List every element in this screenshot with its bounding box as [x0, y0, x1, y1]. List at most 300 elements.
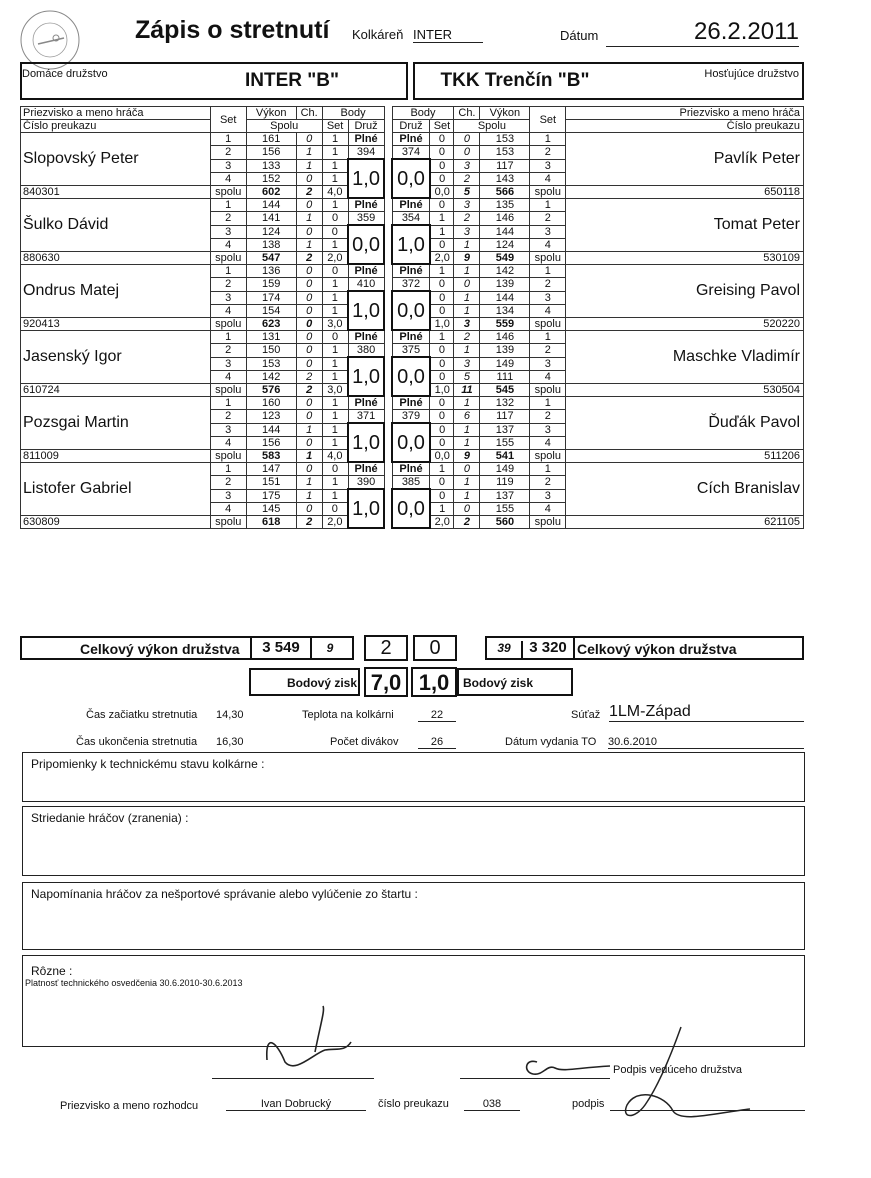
away-set-number: 4 [530, 172, 566, 185]
home-set-number: 1 [210, 462, 246, 476]
away-set-misses: 0 [454, 146, 480, 160]
away-plne-value: 374 [392, 146, 430, 160]
away-set-number: 2 [530, 344, 566, 358]
home-spolu-label: spolu [210, 251, 246, 264]
away-plne-value: 385 [392, 476, 430, 490]
home-plne-value: 390 [348, 476, 384, 490]
away-set-point: 0 [430, 489, 454, 502]
home-set-points-total: 2,0 [322, 251, 348, 264]
away-match-point: 0,0 [392, 159, 430, 198]
home-set-point: 1 [322, 344, 348, 358]
col-player-away: Priezvisko a meno hráča [566, 107, 804, 120]
home-set-point: 0 [322, 225, 348, 238]
home-set-score: 153 [246, 357, 296, 370]
col-druz-home: Druž [348, 120, 384, 133]
away-set-point: 1 [430, 264, 454, 278]
away-plne-label: Plné [392, 330, 430, 344]
home-set-misses: 0 [296, 304, 322, 317]
home-set-number: 2 [210, 146, 246, 160]
away-total-box [485, 636, 804, 660]
set-row [21, 462, 804, 476]
away-set-point: 1 [430, 225, 454, 238]
home-plne-label: Plné [348, 396, 384, 410]
away-set-number: 4 [530, 502, 566, 515]
col-druz-away: Druž [392, 120, 430, 133]
away-bodovy-label: Bodový zisk [463, 676, 534, 690]
home-bodovy-box [249, 668, 360, 696]
away-match-point: 1,0 [392, 225, 430, 264]
venue-label: Kolkáreň [352, 27, 404, 42]
away-match-point: 0,0 [392, 489, 430, 528]
home-set-misses: 0 [296, 410, 322, 424]
home-plne-label: Plné [348, 462, 384, 476]
home-total-score: 576 [246, 383, 296, 396]
home-set-misses: 0 [296, 502, 322, 515]
away-spolu-label: spolu [530, 185, 566, 198]
viewers-label: Počet divákov [330, 736, 399, 748]
home-set-misses: 0 [296, 172, 322, 185]
home-set-point: 1 [322, 278, 348, 292]
away-set-misses: 1 [454, 423, 480, 436]
away-total-label: Celkový výkon družstva [577, 641, 737, 657]
away-spolu-label: spolu [530, 251, 566, 264]
home-set-point: 1 [322, 396, 348, 410]
away-set-point: 1 [430, 462, 454, 476]
substitutions-label: Striedanie hráčov (zranenia) : [31, 811, 189, 825]
home-set-point: 0 [322, 462, 348, 476]
away-player-name: Greising Pavol [566, 264, 804, 317]
home-plne-value: 371 [348, 410, 384, 424]
home-set-score: 131 [246, 330, 296, 344]
away-set-score: 119 [480, 476, 530, 490]
home-set-point: 1 [322, 159, 348, 172]
home-team-name: INTER "B" [244, 70, 340, 91]
date-label: Dátum [560, 28, 599, 43]
away-set-score: 149 [480, 462, 530, 476]
home-total-box [20, 636, 354, 660]
home-set-number: 3 [210, 225, 246, 238]
col-set-away: Set [530, 107, 566, 133]
home-set-number: 4 [210, 436, 246, 449]
home-set-misses: 0 [296, 344, 322, 358]
away-total-misses: 9 [454, 449, 480, 462]
home-set-number: 4 [210, 304, 246, 317]
home-set-score: 147 [246, 462, 296, 476]
col-set-home: Set [210, 107, 246, 133]
away-set-number: 1 [530, 198, 566, 212]
away-player-card: 511206 [566, 449, 804, 462]
away-set-score: 111 [480, 370, 530, 383]
header-row-1 [21, 107, 804, 120]
tech-remarks-box [22, 752, 805, 802]
home-set-score: 133 [246, 159, 296, 172]
home-set-number: 2 [210, 476, 246, 490]
away-plne-value: 372 [392, 278, 430, 292]
away-team-label: Hosťujúce družstvo [704, 68, 799, 80]
away-player-name: Tomat Peter [566, 198, 804, 251]
away-set-misses: 6 [454, 410, 480, 424]
temp-label: Teplota na kolkárni [302, 709, 394, 721]
away-plne-label: Plné [392, 396, 430, 410]
away-spolu-label: spolu [530, 449, 566, 462]
away-set-score: 117 [480, 410, 530, 424]
away-team-name: TKK Trenčín "B" [440, 70, 590, 91]
to-label: Dátum vydania TO [505, 736, 597, 748]
home-set-number: 3 [210, 159, 246, 172]
score-table [20, 106, 804, 529]
home-player-name: Jasenský Igor [21, 330, 211, 383]
home-total-misses: 1 [296, 449, 322, 462]
home-total-label: Celkový výkon družstva [80, 641, 240, 657]
away-set-score: 117 [480, 159, 530, 172]
home-total-score: 618 [246, 515, 296, 528]
away-set-points-total: 1,0 [430, 317, 454, 330]
col-setpts-home: Set [322, 120, 348, 133]
home-match-point: 0,0 [348, 225, 384, 264]
home-set-score: 156 [246, 146, 296, 160]
away-set-score: 153 [480, 133, 530, 146]
away-set-number: 1 [530, 462, 566, 476]
home-bodovy-value: 7,0 [364, 667, 408, 697]
away-total-ch: 39 [487, 641, 523, 659]
away-set-score: 155 [480, 436, 530, 449]
home-player-card: 811009 [21, 449, 211, 462]
away-set-points-total: 0,0 [430, 449, 454, 462]
home-set-number: 2 [210, 212, 246, 226]
referee-label: Priezvisko a meno rozhodcu [60, 1100, 199, 1112]
home-plne-label: Plné [348, 264, 384, 278]
away-set-number: 4 [530, 436, 566, 449]
away-plne-label: Plné [392, 264, 430, 278]
away-set-number: 4 [530, 304, 566, 317]
referee-sign-label: podpis [572, 1098, 605, 1110]
away-set-point: 0 [430, 198, 454, 212]
home-total-ch: 9 [326, 641, 334, 655]
away-set-points-total: 2,0 [430, 251, 454, 264]
home-set-number: 4 [210, 238, 246, 251]
away-total-score: 559 [480, 317, 530, 330]
home-set-score: 142 [246, 370, 296, 383]
away-set-misses: 1 [454, 304, 480, 317]
home-set-score: 150 [246, 344, 296, 358]
away-set-misses: 0 [454, 462, 480, 476]
home-match-point: 1,0 [348, 423, 384, 462]
home-set-score: 145 [246, 502, 296, 515]
home-set-points-total: 2,0 [322, 515, 348, 528]
away-plne-value: 375 [392, 344, 430, 358]
away-total-misses: 3 [454, 317, 480, 330]
home-plne-value: 359 [348, 212, 384, 226]
home-spolu-label: spolu [210, 185, 246, 198]
home-set-point: 0 [322, 264, 348, 278]
home-leader-signature [255, 1002, 375, 1082]
warnings-label: Napomínania hráčov za nešportové správanie alebo vylúčenie zo štartu : [31, 887, 418, 901]
home-plne-value: 380 [348, 344, 384, 358]
home-player-name: Šulko Dávid [21, 198, 211, 251]
away-set-point: 0 [430, 291, 454, 304]
home-total-score: 623 [246, 317, 296, 330]
home-set-score: 152 [246, 172, 296, 185]
away-set-points-total: 1,0 [430, 383, 454, 396]
away-set-point: 0 [430, 304, 454, 317]
home-player-name: Slopovský Peter [21, 133, 211, 186]
home-set-misses: 0 [296, 462, 322, 476]
home-match-point: 1,0 [348, 291, 384, 330]
away-set-number: 4 [530, 238, 566, 251]
home-player-card: 840301 [21, 185, 211, 198]
away-bodovy-box [457, 668, 573, 696]
viewers-value: 26 [418, 736, 456, 749]
away-set-misses: 1 [454, 436, 480, 449]
away-set-score: 139 [480, 278, 530, 292]
col-spolu-home: Spolu [246, 120, 322, 133]
away-set-misses: 0 [454, 278, 480, 292]
home-player-card: 610724 [21, 383, 211, 396]
home-set-score: 174 [246, 291, 296, 304]
away-total-score: 545 [480, 383, 530, 396]
away-set-misses: 1 [454, 489, 480, 502]
away-player-name: Maschke Vladimír [566, 330, 804, 383]
away-set-point: 0 [430, 476, 454, 490]
home-plne-value: 394 [348, 146, 384, 160]
home-set-misses: 0 [296, 225, 322, 238]
away-set-number: 2 [530, 410, 566, 424]
col-setpts-away: Set [430, 120, 454, 133]
away-set-misses: 2 [454, 330, 480, 344]
misc-label: Rôzne : [31, 964, 73, 978]
away-set-misses: 1 [454, 264, 480, 278]
away-set-number: 4 [530, 370, 566, 383]
date-value: 26.2.2011 [606, 18, 799, 47]
away-total-misses: 5 [454, 185, 480, 198]
temp-value: 22 [418, 709, 456, 722]
away-set-number: 3 [530, 423, 566, 436]
start-value: 14,30 [216, 709, 244, 721]
set-row [21, 264, 804, 278]
away-set-points-total: 2,0 [430, 515, 454, 528]
home-bodovy-label: Bodový zisk [287, 676, 358, 690]
home-set-misses: 0 [296, 291, 322, 304]
away-set-score: 149 [480, 357, 530, 370]
home-team-label: Domáce družstvo [22, 68, 108, 80]
home-total-score: 547 [246, 251, 296, 264]
home-set-misses: 0 [296, 133, 322, 146]
away-set-misses: 3 [454, 357, 480, 370]
home-set-score: 124 [246, 225, 296, 238]
away-total-misses: 11 [454, 383, 480, 396]
away-set-misses: 1 [454, 396, 480, 410]
away-plne-value: 354 [392, 212, 430, 226]
home-total-score: 602 [246, 185, 296, 198]
away-set-point: 0 [430, 278, 454, 292]
away-set-number: 3 [530, 159, 566, 172]
away-set-point: 0 [430, 133, 454, 146]
away-set-point: 0 [430, 357, 454, 370]
home-set-point: 0 [322, 330, 348, 344]
home-total-misses: 2 [296, 383, 322, 396]
to-value: 30.6.2010 [608, 736, 804, 749]
home-set-number: 3 [210, 423, 246, 436]
home-set-score: 138 [246, 238, 296, 251]
home-set-number: 4 [210, 172, 246, 185]
home-set-number: 3 [210, 489, 246, 502]
away-set-score: 135 [480, 198, 530, 212]
col-vykon-home: Výkon [246, 107, 296, 120]
away-set-score: 153 [480, 146, 530, 160]
home-plne-label: Plné [348, 198, 384, 212]
away-set-point: 0 [430, 396, 454, 410]
away-set-score: 132 [480, 396, 530, 410]
away-set-score: 144 [480, 225, 530, 238]
away-set-number: 3 [530, 225, 566, 238]
home-set-point: 1 [322, 198, 348, 212]
home-set-misses: 1 [296, 423, 322, 436]
away-total-misses: 2 [454, 515, 480, 528]
away-set-point: 0 [430, 159, 454, 172]
home-set-misses: 0 [296, 264, 322, 278]
away-set-point: 1 [430, 502, 454, 515]
home-total-misses: 0 [296, 317, 322, 330]
home-set-number: 1 [210, 330, 246, 344]
home-set-score: 123 [246, 410, 296, 424]
comp-label: Súťaž [571, 709, 601, 721]
away-set-misses: 3 [454, 198, 480, 212]
away-set-number: 2 [530, 212, 566, 226]
home-set-misses: 0 [296, 278, 322, 292]
home-set-misses: 0 [296, 357, 322, 370]
home-match-point: 1,0 [348, 357, 384, 396]
home-set-score: 159 [246, 278, 296, 292]
away-set-point: 1 [430, 212, 454, 226]
home-set-number: 1 [210, 133, 246, 146]
away-player-card: 520220 [566, 317, 804, 330]
away-spolu-label: spolu [530, 383, 566, 396]
home-set-point: 1 [322, 489, 348, 502]
col-spolu-away: Spolu [454, 120, 530, 133]
away-set-score: 146 [480, 330, 530, 344]
away-plne-label: Plné [392, 198, 430, 212]
away-plne-value: 379 [392, 410, 430, 424]
away-set-score: 137 [480, 489, 530, 502]
home-set-points-total: 4,0 [322, 449, 348, 462]
away-set-point: 0 [430, 344, 454, 358]
home-set-point: 1 [322, 172, 348, 185]
col-ch-home: Ch. [296, 107, 322, 120]
home-set-number: 1 [210, 396, 246, 410]
away-set-misses: 1 [454, 238, 480, 251]
home-set-misses: 1 [296, 476, 322, 490]
home-spolu-label: spolu [210, 383, 246, 396]
away-bodovy-value: 1,0 [411, 667, 457, 697]
home-total-misses: 2 [296, 251, 322, 264]
home-player-card: 630809 [21, 515, 211, 528]
away-match-point: 0,0 [392, 357, 430, 396]
home-points-box: 2 [364, 635, 408, 661]
referee-card: 038 [464, 1098, 520, 1111]
home-set-points-total: 3,0 [322, 317, 348, 330]
away-plne-label: Plné [392, 133, 430, 146]
home-set-score: 151 [246, 476, 296, 490]
away-set-score: 155 [480, 502, 530, 515]
away-set-number: 1 [530, 133, 566, 146]
home-set-point: 1 [322, 304, 348, 317]
home-set-point: 1 [322, 410, 348, 424]
referee-name: Ivan Dobrucký [226, 1098, 366, 1111]
home-set-point: 0 [322, 502, 348, 515]
home-team-box [20, 62, 408, 100]
away-match-point: 0,0 [392, 423, 430, 462]
col-ch-away: Ch. [454, 107, 480, 120]
away-set-number: 2 [530, 476, 566, 490]
home-set-number: 1 [210, 198, 246, 212]
home-player-name: Listofer Gabriel [21, 462, 211, 515]
substitutions-box [22, 806, 805, 876]
home-player-card: 880630 [21, 251, 211, 264]
home-spolu-label: spolu [210, 515, 246, 528]
home-set-number: 4 [210, 370, 246, 383]
home-set-score: 175 [246, 489, 296, 502]
away-team-box [413, 62, 804, 100]
home-set-misses: 0 [296, 198, 322, 212]
away-set-score: 144 [480, 291, 530, 304]
home-match-point: 1,0 [348, 159, 384, 198]
home-spolu-label: spolu [210, 449, 246, 462]
home-total-value: 3 549 [250, 636, 312, 660]
away-spolu-label: spolu [530, 317, 566, 330]
away-set-number: 1 [530, 396, 566, 410]
away-set-point: 0 [430, 146, 454, 160]
home-spolu-label: spolu [210, 317, 246, 330]
end-value: 16,30 [216, 736, 244, 748]
home-set-score: 156 [246, 436, 296, 449]
home-set-number: 2 [210, 344, 246, 358]
away-set-number: 2 [530, 278, 566, 292]
header-row-2 [21, 120, 804, 133]
away-points-box: 0 [413, 635, 457, 661]
away-set-point: 0 [430, 436, 454, 449]
home-set-point: 1 [322, 476, 348, 490]
home-set-score: 160 [246, 396, 296, 410]
away-set-number: 3 [530, 357, 566, 370]
home-total-misses: 2 [296, 515, 322, 528]
venue-value: INTER [413, 27, 483, 43]
home-set-point: 1 [322, 357, 348, 370]
away-plne-label: Plné [392, 462, 430, 476]
away-set-misses: 0 [454, 502, 480, 515]
col-body-away: Body [392, 107, 454, 120]
away-player-name: Ďuďák Pavol [566, 396, 804, 449]
away-set-misses: 0 [454, 133, 480, 146]
home-set-misses: 1 [296, 146, 322, 160]
away-set-misses: 3 [454, 159, 480, 172]
home-set-number: 2 [210, 410, 246, 424]
away-set-point: 0 [430, 238, 454, 251]
away-set-number: 2 [530, 146, 566, 160]
away-set-number: 3 [530, 291, 566, 304]
away-total-score: 541 [480, 449, 530, 462]
home-set-points-total: 4,0 [322, 185, 348, 198]
home-player-name: Ondrus Matej [21, 264, 211, 317]
away-total-score: 549 [480, 251, 530, 264]
away-set-point: 0 [430, 370, 454, 383]
home-set-number: 1 [210, 264, 246, 278]
home-set-point: 1 [322, 238, 348, 251]
home-set-point: 0 [322, 212, 348, 226]
home-set-misses: 1 [296, 238, 322, 251]
away-set-point: 0 [430, 410, 454, 424]
referee-card-label: číslo preukazu [378, 1098, 449, 1110]
away-player-name: Cích Branislav [566, 462, 804, 515]
